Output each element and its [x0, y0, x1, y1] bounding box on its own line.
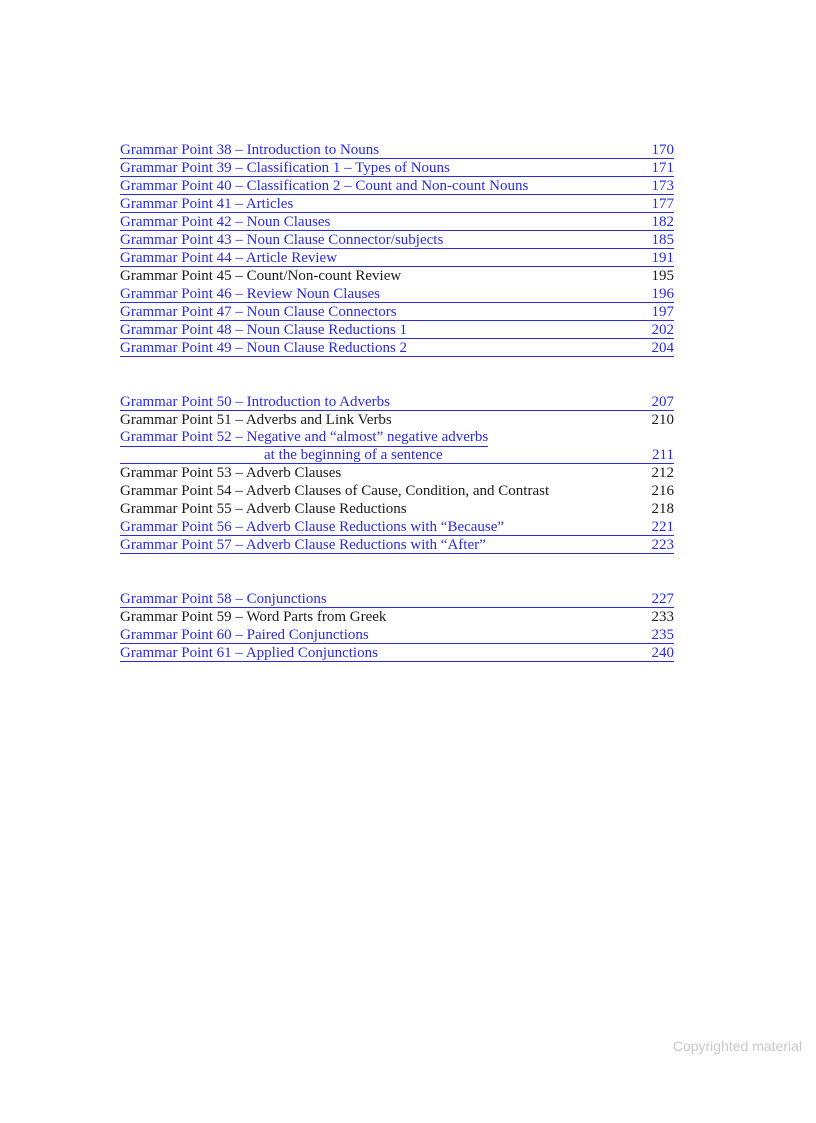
toc-entry-title: Grammar Point 46 – Review Noun Clauses — [120, 286, 380, 302]
table-of-contents — [120, 141, 674, 662]
toc-entry-title: Grammar Point 42 – Noun Clauses — [120, 214, 331, 230]
toc-entry-title: Grammar Point 56 – Adverb Clause Reductions with “Because” — [120, 519, 505, 535]
toc-entry-page: 185 — [651, 232, 674, 248]
toc-entry-page: 216 — [651, 483, 674, 499]
toc-entry-48[interactable] — [120, 321, 674, 339]
toc-entry-56[interactable] — [120, 518, 674, 536]
toc-entry-page: 223 — [651, 537, 674, 553]
toc-entry-page: 227 — [651, 591, 674, 607]
toc-entry-title: Grammar Point 44 – Article Review — [120, 250, 338, 266]
toc-entry-41[interactable] — [120, 195, 674, 213]
toc-entry-page: 210 — [651, 412, 674, 428]
toc-entry-title: Grammar Point 55 – Adverb Clause Reductions — [120, 501, 407, 517]
toc-entry-page: 204 — [651, 340, 674, 356]
toc-entry-title: Grammar Point 57 – Adverb Clause Reductions with “After” — [120, 537, 486, 553]
toc-entry-title: Grammar Point 47 – Noun Clause Connectors — [120, 304, 397, 320]
toc-entry-50[interactable] — [120, 393, 674, 411]
toc-entry-page: 202 — [651, 322, 674, 338]
toc-entry-page: 221 — [651, 519, 674, 535]
toc-entry-57[interactable] — [120, 536, 674, 554]
toc-entry-58[interactable] — [120, 590, 674, 608]
toc-entry-title: Grammar Point 58 – Conjunctions — [120, 591, 327, 607]
toc-entry-title: Grammar Point 49 – Noun Clause Reductions 2 — [120, 340, 408, 356]
toc-entry-title: Grammar Point 60 – Paired Conjunctions — [120, 627, 369, 643]
toc-entry-page: 235 — [651, 627, 674, 643]
toc-group-adverbs — [120, 393, 674, 554]
toc-entry-61[interactable] — [120, 644, 674, 662]
toc-entry-page: 177 — [651, 196, 674, 212]
toc-entry-page: 171 — [651, 160, 674, 176]
toc-entry-59 — [120, 608, 674, 626]
toc-entry-51 — [120, 411, 674, 429]
toc-entry-page: 212 — [651, 465, 674, 481]
toc-entry-page: 182 — [651, 214, 674, 230]
toc-entry-title: Grammar Point 43 – Noun Clause Connector/subjects — [120, 232, 444, 248]
toc-entry-page: 218 — [651, 501, 674, 517]
toc-entry-title: Grammar Point 38 – Introduction to Nouns — [120, 142, 380, 158]
toc-entry-46[interactable] — [120, 285, 674, 303]
toc-entry-52[interactable] — [120, 429, 674, 446]
toc-entry-page: 207 — [651, 394, 674, 410]
toc-entry-title: Grammar Point 48 – Noun Clause Reductions 1 — [120, 322, 408, 338]
toc-entry-54 — [120, 482, 674, 500]
toc-entry-title: Grammar Point 45 – Count/Non-count Review — [120, 268, 402, 284]
toc-entry-page: 197 — [651, 304, 674, 320]
toc-entry-55 — [120, 500, 674, 518]
toc-entry-title: Grammar Point 41 – Articles — [120, 196, 294, 212]
toc-entry-title: Grammar Point 53 – Adverb Clauses — [120, 465, 342, 481]
toc-entry-40[interactable] — [120, 177, 674, 195]
toc-entry-title: Grammar Point 50 – Introduction to Adverbs — [120, 394, 390, 410]
toc-entry-39[interactable] — [120, 159, 674, 177]
toc-entry-52-continuation[interactable] — [120, 446, 674, 464]
toc-entry-title: Grammar Point 59 – Word Parts from Greek — [120, 609, 387, 625]
toc-entry-42[interactable] — [120, 213, 674, 231]
toc-entry-49[interactable] — [120, 339, 674, 357]
toc-entry-44[interactable] — [120, 249, 674, 267]
toc-entry-page: 170 — [651, 142, 674, 158]
toc-entry-43[interactable] — [120, 231, 674, 249]
toc-entry-page: 196 — [651, 286, 674, 302]
toc-entry-title: Grammar Point 61 – Applied Conjunctions — [120, 645, 378, 661]
toc-entry-page: 191 — [651, 250, 674, 266]
toc-entry-page: 240 — [651, 645, 674, 661]
toc-entry-53 — [120, 464, 674, 482]
toc-entry-title-continuation: at the beginning of a sentence — [264, 447, 443, 463]
toc-entry-title: Grammar Point 52 – Negative and “almost” negative adverbs — [120, 429, 489, 445]
toc-entry-page: 173 — [651, 178, 674, 194]
toc-group-conjunctions — [120, 590, 674, 662]
toc-entry-title: Grammar Point 39 – Classification 1 – Types of Nouns — [120, 160, 450, 176]
toc-entry-title: Grammar Point 51 – Adverbs and Link Verbs — [120, 412, 392, 428]
toc-entry-60[interactable] — [120, 626, 674, 644]
toc-entry-page: 233 — [651, 609, 674, 625]
toc-entry-47[interactable] — [120, 303, 674, 321]
toc-entry-page: 195 — [651, 268, 674, 284]
toc-entry-title: Grammar Point 54 – Adverb Clauses of Cause, Condition, and Contrast — [120, 483, 550, 499]
toc-entry-45 — [120, 267, 674, 285]
toc-entry-title: Grammar Point 40 – Classification 2 – Count and Non-count Nouns — [120, 178, 529, 194]
toc-group-nouns — [120, 141, 674, 357]
copyright-watermark: Copyrighted material — [672, 1038, 802, 1054]
toc-entry-page: 211 — [652, 447, 674, 463]
toc-entry-38[interactable] — [120, 141, 674, 159]
